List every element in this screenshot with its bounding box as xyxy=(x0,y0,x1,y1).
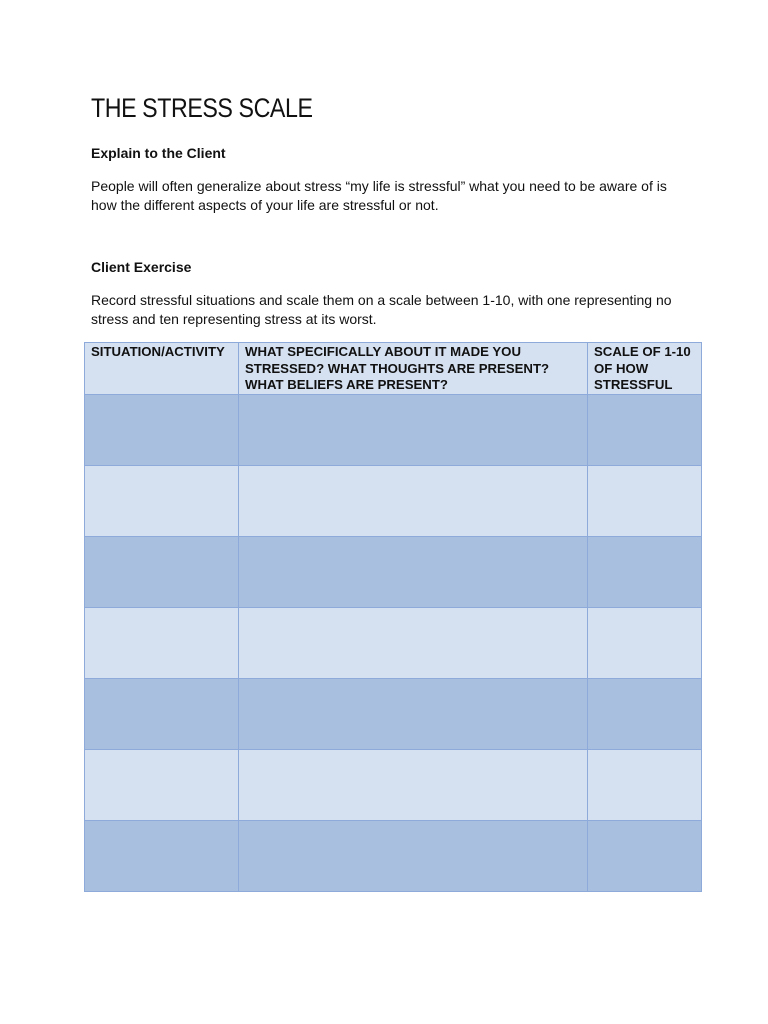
cell-scale[interactable] xyxy=(588,394,702,465)
table-row xyxy=(85,536,702,607)
cell-scale[interactable] xyxy=(588,749,702,820)
column-header-situation: SITUATION/ACTIVITY xyxy=(85,343,239,395)
column-header-scale: SCALE OF 1-10 OF HOW STRESSFUL xyxy=(588,343,702,395)
cell-situation[interactable] xyxy=(85,749,239,820)
table-row xyxy=(85,749,702,820)
page-title: THE STRESS SCALE xyxy=(91,93,313,123)
table-row xyxy=(85,820,702,891)
table-row xyxy=(85,465,702,536)
cell-situation[interactable] xyxy=(85,536,239,607)
cell-what-specifically[interactable] xyxy=(239,394,588,465)
cell-situation[interactable] xyxy=(85,820,239,891)
cell-scale[interactable] xyxy=(588,607,702,678)
table-row xyxy=(85,678,702,749)
cell-what-specifically[interactable] xyxy=(239,465,588,536)
section-paragraph-explain: People will often generalize about stress “my life is stressful” what you need to be aware of is how the different aspects of your life are stressful or not. xyxy=(91,178,667,213)
cell-what-specifically[interactable] xyxy=(239,820,588,891)
table-header-row xyxy=(85,343,702,395)
table-row xyxy=(85,607,702,678)
column-header-what-specifically: WHAT SPECIFICALLY ABOUT IT MADE YOU STRESSED? WHAT THOUGHTS ARE PRESENT? WHAT BELIEFS ARE PRESENT? xyxy=(239,343,588,395)
table-row xyxy=(85,394,702,465)
cell-situation[interactable] xyxy=(85,394,239,465)
cell-what-specifically[interactable] xyxy=(239,678,588,749)
cell-scale[interactable] xyxy=(588,678,702,749)
cell-scale[interactable] xyxy=(588,820,702,891)
cell-what-specifically[interactable] xyxy=(239,749,588,820)
stress-scale-table xyxy=(84,342,702,892)
section-paragraph-exercise: Record stressful situations and scale them on a scale between 1-10, with one representing no stress and ten representing stress at its worst. xyxy=(91,292,672,327)
cell-scale[interactable] xyxy=(588,465,702,536)
cell-what-specifically[interactable] xyxy=(239,536,588,607)
cell-situation[interactable] xyxy=(85,465,239,536)
section-heading-explain: Explain to the Client xyxy=(91,145,226,161)
cell-scale[interactable] xyxy=(588,536,702,607)
cell-situation[interactable] xyxy=(85,607,239,678)
cell-what-specifically[interactable] xyxy=(239,607,588,678)
section-heading-exercise: Client Exercise xyxy=(91,259,192,275)
cell-situation[interactable] xyxy=(85,678,239,749)
